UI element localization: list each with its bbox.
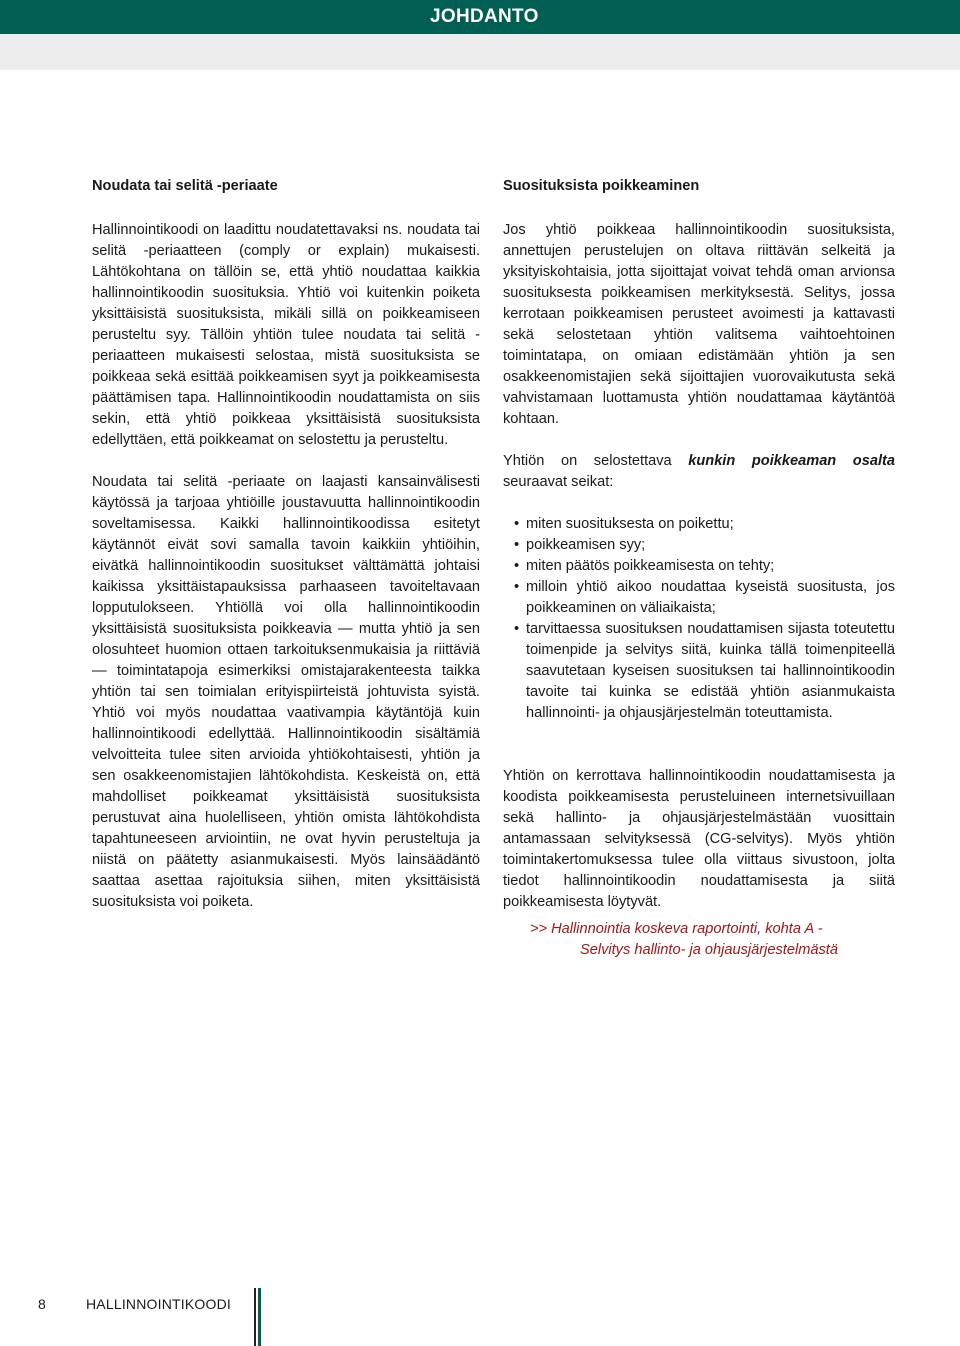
spacer — [92, 451, 480, 472]
requirements-list — [503, 514, 895, 724]
footer-label: HALLINNOINTIKOODI — [86, 1296, 231, 1312]
right-paragraph-3: Yhtiön on kerrottava hallinnointikoodin noudattamisesta ja koodista poikkeamisesta perusteluineen internetsivuillaan sekä hallinto- ja ohjausjärjestelmästään vuosittain antamassaan selvityksessä (CG-selvitys). Myös yhtiön toimintakertomuksessa tulee olla viittaus sivustoon, jolta tiedot hallinnointikoodin noudattamisesta ja siitä poikkeamisesta löytyvät. — [503, 768, 895, 910]
footer-divider — [254, 1288, 256, 1346]
page-number: 8 — [38, 1296, 46, 1312]
left-paragraph-1: Hallinnointikoodi on laadittu noudatettavaksi ns. noudata tai selitä -periaatteen (comply or explain) mukaisesti. Lähtökohtana on tällöin se, että yhtiö noudattaa kaikkia hallinnointikoodin suosituksia. Yhtiö voi kuitenkin poiketa yksittäisistä suosituksista, mikäli sillä on poikkeamiseen perusteltu syy. Tällöin yhtiön tulee noudata tai selitä -periaatteen mukaisesti selostaa, mistä suosituksista se poikkeaa sekä esittää poikkeamisen syyt ja poikkeamisesta päättämisen tapa. Hallinnointikoodin noudattamista on siis sekin, että yhtiö poikkeaa yksittäisistä suosituksista edellyttäen, että poikkeamat on selostettu ja perusteltu. — [92, 222, 480, 448]
section-title: JOHDANTO — [430, 6, 539, 27]
header-bar — [0, 0, 960, 34]
p2-post: seuraavat seikat: — [503, 474, 614, 490]
right-paragraph-1: Jos yhtiö poikkeaa hallinnointikoodin suosituksista, annettujen perustelujen on oltava riittävän selkeitä ja yksityiskohtaisia, jotta sijoittajat voivat tehdä oman arvionsa suosituksesta poikkeamisen merkityksestä. Selitys, jossa kerrotaan poikkeamisen perusteet avoimesti ja kattavasti sekä selostetaan yhtiön valitsema vaihtoehtoinen toimintatapa, on omiaan edistämään yhtiön ja sen osakkeenomistajien sekä sijoittajien vuorovaikutusta sekä vahvistamaan luottamusta yhtiön noudattamaa käytäntöä kohtaan. — [503, 222, 895, 427]
left-heading: Noudata tai selitä -periaate — [92, 178, 278, 194]
spacer — [503, 724, 895, 745]
footer-accent-bar — [258, 1288, 261, 1346]
right-paragraph-2 — [503, 451, 895, 493]
p2-emphasis: kunkin poikkeaman osalta — [688, 453, 895, 469]
reference-line-2: Selvitys hallinto- ja ohjausjärjestelmästä — [580, 942, 838, 958]
right-column — [503, 174, 895, 961]
spacer — [503, 430, 895, 451]
reference-line-1: >> Hallinnointia koskeva raportointi, kohta A - — [530, 921, 823, 937]
right-heading: Suosituksista poikkeaminen — [503, 178, 700, 194]
list-item: • miten suosituksesta on poikettu; — [503, 514, 895, 535]
left-paragraph-2: Noudata tai selitä -periaate on laajasti kansainvälisesti käytössä ja tarjoaa yhtiöille joustavuutta hallinnointikoodin soveltamisessa. Kaikki hallinnointikoodissa esitetyt käytännöt eivät sovi samalla tavoin kaikkiin yhtiöihin, eivätkä hallinnointikoodin suositukset välttämättä johtaisi kaikissa yksittäistapauksissa parhaaseen tavoiteltavaan lopputulokseen. Yhtiöllä voi olla hallinnointikoodin yksittäisistä suosituksista poikkeavia — mutta yhtiö ja sen olosuhteet huomion ottaen tarkoituksenmukaisia ja riittäviä — toimintatapoja esimerkiksi omistajarakenteesta taikka yhtiön tai sen toimialan erityispiirteistä johtuvista syistä. Yhtiö voi myös noudattaa vaativampia käytäntöjä kuin hallinnointikoodi edellyttää. Hallinnointikoodin sisältämiä velvoitteita tulee siten arvioida yhtiökohtaisesti, yhtiön ja sen osakkeenomistajien lähtökohdista. Keskeistä on, että mahdolliset poikkeamat yksittäisistä suosituksista perustuvat aina huolelliseen, yhtiön omista lähtökohdista tapahtuneeseen arviointiin, ne ovat hyvin perusteltuja ja niistä on päätetty asianmukaisesti. Myös lainsäädäntö saattaa asettaa rajoituksia siihen, miten yksittäisistä suosituksista voi poiketa. — [92, 474, 480, 910]
spacer — [503, 493, 895, 514]
cross-reference-link[interactable] — [503, 919, 895, 961]
list-item: • milloin yhtiö aikoo noudattaa kyseistä suositusta, jos poikkeaminen on väliaikaista; — [503, 577, 895, 619]
p2-pre: Yhtiön on selostettava — [503, 453, 689, 469]
spacer — [503, 745, 895, 766]
list-item: • tarvittaessa suosituksen noudattamisen sijasta toteutettu toimenpide ja selvitys siitä, kuinka tällä toimenpiteellä saavutetaan kyseisen suosituksen tai hallinnointikoodin tavoite tai kuinka se edistää yhtiön asianmukaista hallinnointi- ja ohjausjärjestelmän toteuttamista. — [503, 619, 895, 724]
list-item: • miten päätös poikkeamisesta on tehty; — [503, 556, 895, 577]
left-column — [92, 174, 480, 913]
list-item: • poikkeamisen syy; — [503, 535, 895, 556]
